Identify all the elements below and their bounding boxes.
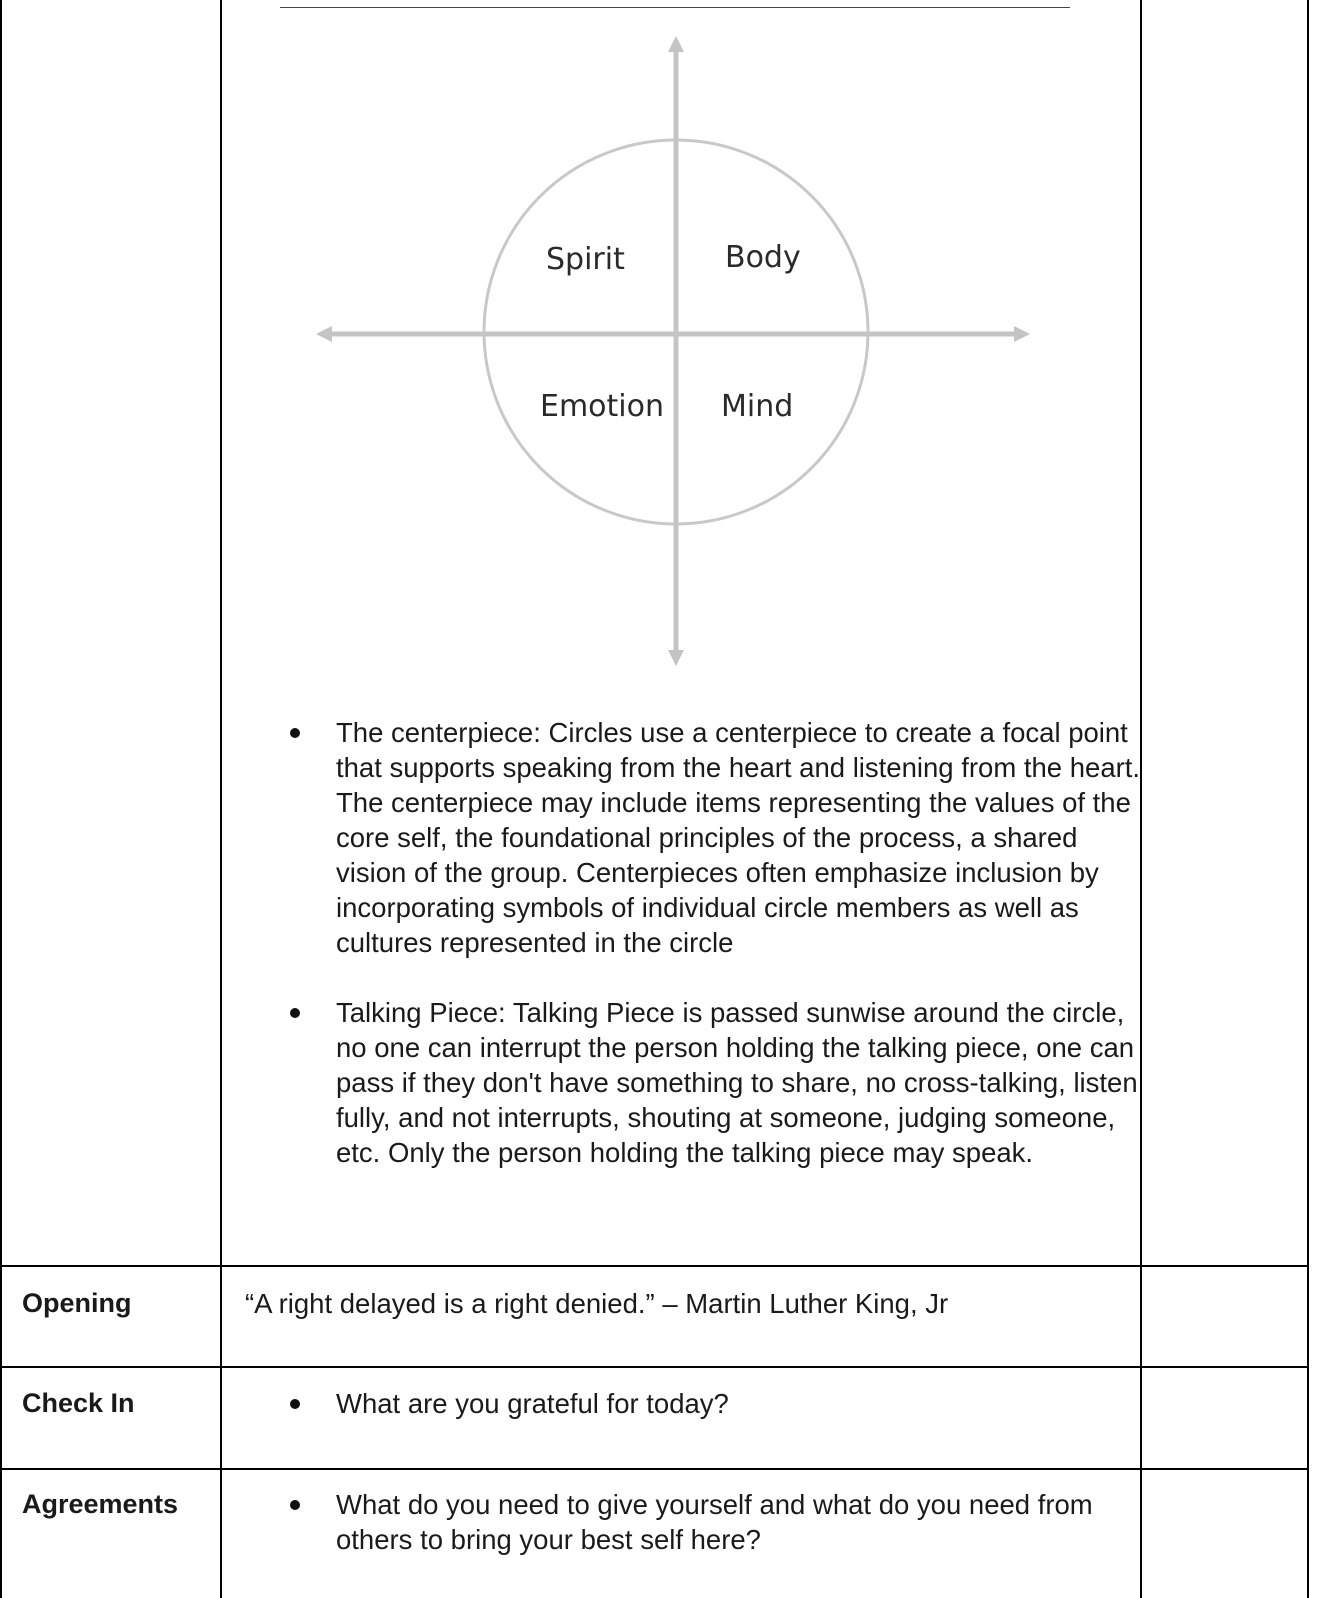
table-divider-label-column: [220, 0, 222, 1598]
four-quadrant-diagram: [300, 30, 1060, 690]
talking-piece-text: Talking Piece: Talking Piece is passed sunwise around the circle, no one can interrupt the person holding the talking piece, one can pass if they don't have something to share, no cross-talking, listen fully, and not interrupts, shouting at someone, judging someone, etc. Only the person holding the talking piece may speak.: [336, 997, 1138, 1168]
quadrant-diagram-graphic: [300, 30, 1060, 690]
quadrant-label-spirit: Spirit: [546, 242, 625, 277]
bullet-icon: [290, 1399, 300, 1409]
quadrant-label-mind: Mind: [721, 389, 794, 424]
bullet-icon: [290, 1500, 300, 1510]
row-label-opening: Opening: [22, 1288, 132, 1318]
agreements-question: [290, 1487, 1120, 1557]
table-top-edge: [280, 7, 1070, 8]
table-border-left: [0, 0, 2, 1598]
row-label-agreements: Agreements: [22, 1489, 179, 1519]
row-label-check-in: Check In: [22, 1388, 135, 1418]
quadrant-label-emotion: Emotion: [540, 389, 664, 424]
quadrant-label-body: Body: [725, 240, 801, 275]
bullet-icon: [290, 728, 300, 738]
list-item-talking-piece: [290, 995, 1150, 1170]
row-divider-opening: [0, 1265, 1309, 1267]
table-border-right: [1307, 0, 1309, 1598]
centerpiece-text: The centerpiece: Circles use a centerpiece to create a focal point that supports speaking from the heart and listening from the heart. The centerpiece may include items representing the values of the core self, the foundational principles of the process, a shared vision of the group. Centerpieces often emphasize inclusion by incorporating symbols of individual circle members as well as cultures represented in the circle: [336, 717, 1141, 958]
row-divider-checkin: [0, 1366, 1309, 1368]
arrow-right-icon: [1014, 326, 1030, 342]
arrow-up-icon: [668, 36, 684, 52]
check-in-question: [290, 1386, 1120, 1421]
arrow-down-icon: [668, 650, 684, 666]
circle-elements-list: [290, 715, 1150, 1205]
agreements-text: What do you need to give yourself and what do you need from others to bring your best self here?: [336, 1489, 1093, 1555]
list-item-centerpiece: [290, 715, 1150, 960]
opening-quote: “A right delayed is a right denied.” – Martin Luther King, Jr: [245, 1288, 949, 1319]
arrow-left-icon: [316, 326, 332, 342]
bullet-icon: [290, 1008, 300, 1018]
check-in-text: What are you grateful for today?: [336, 1388, 729, 1419]
row-divider-agreements: [0, 1468, 1309, 1470]
